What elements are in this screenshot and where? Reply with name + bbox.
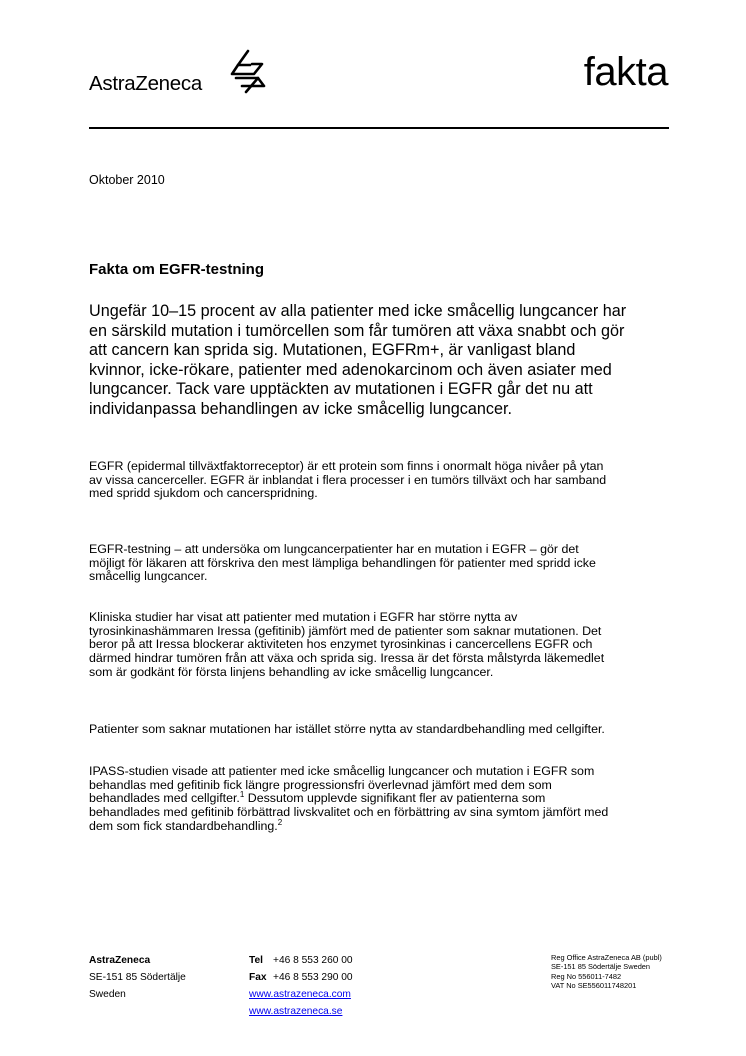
- body-paragraph: EGFR (epidermal tillväxtfaktorreceptor) är ett protein som finns i onormalt höga nivåer på ytan av vissa cancerceller. EGFR är inblandat i flera processer i en tumörs tillväxt och har samband med spridd sjukdom och cancerspridning.: [89, 459, 607, 501]
- ipass-paragraph: [89, 765, 609, 834]
- body-paragraph: Kliniska studier har visat att patienter med mutation i EGFR har större nytta av tyrosinkinashämmaren Iressa (gefitinib) jämfört med de patienter som saknar mutationen. Det beror på att Iressa blockerar aktiviteten hos enzymet tyrosinkinas i cancercellens EGFR och därmed hindrar tumören från att växa och sprida sig. Iressa är det första målstyrda läkemedlet som är godkänt för första linjens behandling av icke småcellig lungcancer.: [89, 610, 605, 679]
- body-paragraph: Patienter som saknar mutationen har istället större nytta av standardbehandling med cellgifter.: [89, 722, 605, 736]
- ipass-text-part1: IPASS-studien visade att patienter med icke småcellig lungcancer och mutation i EGFR som behandlas med gefitinib fick längre progressionsfri överlevnad jämfört med dem som behandlades med cellgifter.: [89, 764, 595, 806]
- document-date: Oktober 2010: [89, 173, 165, 187]
- website-link-se[interactable]: www.astrazeneca.se: [249, 1006, 343, 1017]
- ipass-text-part2: Dessutom upplevde signifikant fler av patienterna som behandlades med gefitinib förbättrad livskvalitet och en förbättring av sina symtom jämfört med dem som fick standardbehandling.: [89, 791, 609, 833]
- reg-office: Reg Office AstraZeneca AB (publ): [551, 953, 662, 962]
- page-title: Fakta om EGFR-testning: [89, 261, 265, 278]
- footer-address-line2: Sweden: [89, 989, 126, 1000]
- lead-paragraph: Ungefär 10–15 procent av alla patienter med icke småcellig lungcancer har en särskild mutation i tumörcellen som får tumören att växa snabbt och gör att cancern kan sprida sig. Mutationen, EGFRm+, är vanligast bland kvinnor, icke-rökare, patienter med adenokarcinom och även asiater med lungcancer. Tack vare upptäckten av mutationen i EGFR går det nu att individanpassa behandlingen av icke småcellig lungcancer.: [89, 302, 627, 418]
- header-divider: [89, 127, 669, 129]
- reference-2: 2: [277, 817, 283, 827]
- reference-1: 1: [239, 790, 245, 800]
- astrazeneca-symbol-icon: [228, 48, 268, 96]
- tel-number: +46 8 553 260 00: [273, 955, 353, 966]
- footer-contact-block: [249, 952, 353, 1020]
- footer-registration-block: [551, 953, 662, 991]
- website-link-com[interactable]: www.astrazeneca.com: [249, 989, 351, 1000]
- logo-text: AstraZeneca: [89, 72, 202, 95]
- footer-company-block: [89, 952, 186, 1003]
- footer-company-name: AstraZeneca: [89, 955, 151, 966]
- reg-number: Reg No 556011-7482: [551, 971, 622, 981]
- reg-address: SE-151 85 Södertälje Sweden: [551, 962, 651, 972]
- tel-label: Tel: [249, 955, 263, 966]
- footer-address-line1: SE-151 85 Södertälje: [89, 972, 186, 983]
- body-paragraph: EGFR-testning – att undersöka om lungcancerpatienter har en mutation i EGFR – gör det möjligt för läkaren att förskriva den mest lämpliga behandlingen för patienter med spridd icke småcellig lungcancer.: [89, 542, 596, 584]
- fax-label: Fax: [249, 972, 267, 983]
- vat-number: VAT No SE556011748201: [551, 981, 637, 991]
- fax-number: +46 8 553 290 00: [273, 972, 353, 983]
- document-type-label: fakta: [583, 50, 668, 94]
